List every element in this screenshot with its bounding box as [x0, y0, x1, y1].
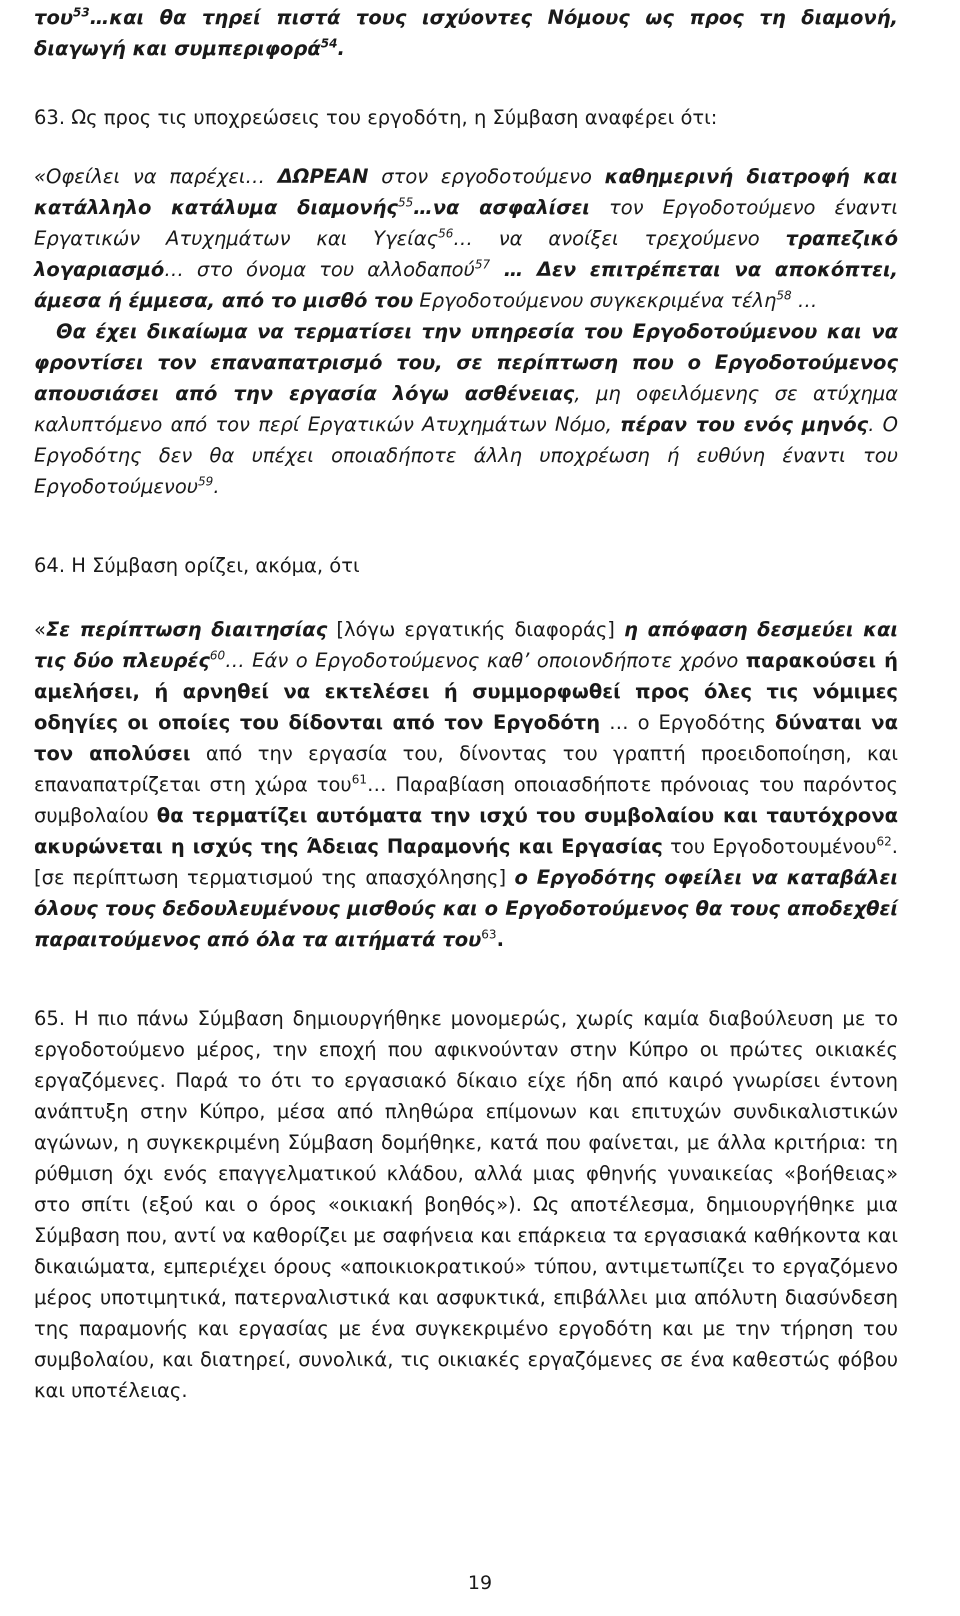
text-run: του	[34, 6, 74, 29]
quote-63	[34, 161, 898, 502]
text-run: από την εργασία του, δίνοντας του γραπτή προειδοποίηση, και επαναπατρίζεται στη χώρα του	[34, 742, 899, 796]
text-run: … στο όνομα του αλλοδαπού	[164, 258, 475, 281]
document-page	[34, 0, 898, 1406]
text-run: .	[337, 37, 345, 60]
text-run: «	[34, 618, 46, 641]
text-run: τον Εργοδοτούμενο έναντι Εργατικών Ατυχημάτων και Υγείας	[34, 196, 898, 250]
paragraph-number: 65.	[34, 1007, 66, 1030]
text-run: καθημερινή διατροφή και κατάλληλο κατάλυμα διαμονής	[34, 165, 898, 219]
text-run: … να ανοίξει τρεχούμενο	[453, 227, 786, 250]
footnote-ref[interactable]: 54	[320, 36, 338, 51]
text-run: … Εάν ο Εργοδοτούμενος καθ’ οποιονδήποτε χρόνο	[225, 649, 746, 672]
text-run: ο Εργοδότης οφείλει να καταβάλει όλους τους δεδουλευμένους μισθούς και ο Εργοδοτούμενος θα τους αποδεχθεί παραιτούμενος από όλα τα αιτήματά του	[34, 866, 898, 951]
paragraph-text: Η Σύμβαση ορίζει, ακόμα, ότι	[71, 554, 360, 577]
text-run: … Παραβίαση οποιασδήποτε πρόνοιας του παρόντος συμβολαίου	[34, 773, 899, 827]
footnote-ref[interactable]: 62	[876, 834, 892, 849]
text-run: …και θα τηρεί πιστά τους ισχύοντες Νόμους ως προς τη διαμονή, διαγωγή και συμπεριφορά	[34, 6, 898, 60]
text-run: [λόγω εργατικής διαφοράς]	[327, 618, 624, 641]
footnote-ref[interactable]: 55	[397, 195, 414, 210]
text-run: τραπεζικό λογαριασμό	[34, 227, 899, 281]
text-run: η απόφαση δεσμεύει και τις δύο πλευρές	[34, 618, 898, 672]
footnote-ref[interactable]: 63	[481, 927, 497, 942]
text-run: ΔΩΡΕΑΝ	[277, 165, 369, 188]
footnote-ref[interactable]: 60	[209, 648, 226, 663]
paragraph-text: Η πιο πάνω Σύμβαση δημιουργήθηκε μονομερώς, χωρίς καμία διαβούλευση με το εργοδοτούμενο μέρος, την εποχή που αφικνούνταν στην Κύπρο οι πρώτες οικιακές εργαζόμενες. Παρά το ότι το εργασιακό δίκαιο είχε ήδη από καιρό γνωρίσει έντονη ανάπτυξη στην Κύπρο, μέσα από πληθώρα επίμονων και επιτυχών συνδικαλιστικών αγώνων, η συγκεκριμένη Σύμβαση δομήθηκε, κατά που φαίνεται, με άλλα κριτήρια: τη ρύθμιση όχι ενός επαγγελματικού κλάδου, αλλά μιας φθηνής γυναικείας «βοήθειας» στο σπίτι (εξού και ο όρος «οικιακή βοηθός»). Ως αποτέλεσμα, δημιουργήθηκε μια Σύμβαση που, αντί να καθορίζει με σαφήνεια και επάρκεια τα εργασιακά καθήκοντα και δικαιώματα, εμπεριέχει όρους «αποικιοκρατικού» τύπου, αντιμετωπίζει το εργαζόμενο μέρος υποτιμητικά, πατερναλιστικά και ασφυκτικά, επιβάλλει μια απόλυτη διασύνδεση της παραμονής και εργασίας με ένα συγκεκριμένο εργοδότη και με την τήρηση του συμβολαίου, και διατηρεί, συνολικά, τις οικιακές εργαζόμενες σε ένα καθεστώς φόβου και υποτέλειας.	[34, 1007, 898, 1402]
paragraph-65	[34, 1003, 898, 1406]
text-run: … Δεν επιτρέπεται να αποκόπτει, άμεσα ή έμμεσα, από το μισθό του	[34, 258, 898, 312]
paragraph-63	[34, 102, 898, 133]
text-run: Εργοδοτούμενου συγκεκριμένα τέλη	[413, 289, 777, 312]
text-run: δύναται να τον απολύσει	[34, 711, 898, 765]
text-run: . Ο Εργοδότης δεν θα υπέχει οποιαδήποτε άλλη υποχρέωση ή ευθύνη έναντι του Εργοδοτούμενου	[34, 413, 899, 498]
footnote-ref[interactable]: 53	[73, 5, 90, 20]
paragraph-text: Ως προς τις υποχρεώσεις του εργοδότη, η Σύμβαση αναφέρει ότι:	[71, 106, 718, 129]
text-run: …	[791, 289, 818, 312]
text-run: Σε περίπτωση διαιτησίας	[45, 618, 328, 641]
footnote-ref[interactable]: 57	[474, 257, 491, 272]
text-run: πέραν του ενός μηνός	[620, 413, 869, 436]
paragraph-64	[34, 550, 898, 581]
text-run: στον εργοδοτούμενο	[368, 165, 605, 188]
paragraph-number: 64.	[34, 554, 66, 577]
footnote-ref[interactable]: 58	[776, 288, 792, 303]
footnote-ref[interactable]: 59	[198, 474, 214, 489]
page-number: 19	[467, 1572, 493, 1594]
footnote-ref[interactable]: 56	[438, 226, 454, 241]
footnote-ref[interactable]: 61	[351, 772, 367, 787]
text-run: θα τερματίζει αυτόματα την ισχύ του συμβολαίου και ταυτόχρονα ακυρώνεται η ισχύς της Άδειας Παραμονής και Εργασίας	[34, 804, 899, 858]
text-run: «Οφείλει να παρέχει…	[34, 165, 278, 188]
quote-64	[34, 614, 898, 955]
text-run: , μη οφειλόμενης σε ατύχημα καλυπτόμενο από τον περί Εργατικών Ατυχημάτων Νόμο,	[34, 382, 898, 436]
text-run: του Εργοδοτουμένου	[662, 835, 877, 858]
text-run: . [σε περίπτωση τερματισμού της απασχόλησης]	[34, 835, 898, 889]
text-run: Θα έχει δικαίωμα να τερματίσει την υπηρεσία του Εργοδοτούμενου και να φροντίσει τον επαναπατρισμό του, σε περίπτωση που ο Εργοδοτούμενος απουσιάσει από την εργασία λόγω ασθένειας	[34, 320, 898, 405]
text-run: .	[496, 928, 504, 951]
text-run: .	[213, 475, 220, 498]
paragraph-number: 63.	[34, 106, 66, 129]
text-run: …να ασφαλίσει	[413, 196, 590, 219]
text-run: παρακούσει ή αμελήσει, ή αρνηθεί να εκτελέσει ή συμμορφωθεί προς όλες τις νόμιμες οδηγίες οι οποίες του δίδονται από τον Εργοδότη	[34, 649, 899, 734]
text-run: … ο Εργοδότης	[600, 711, 776, 734]
continuation-paragraph	[34, 2, 898, 64]
